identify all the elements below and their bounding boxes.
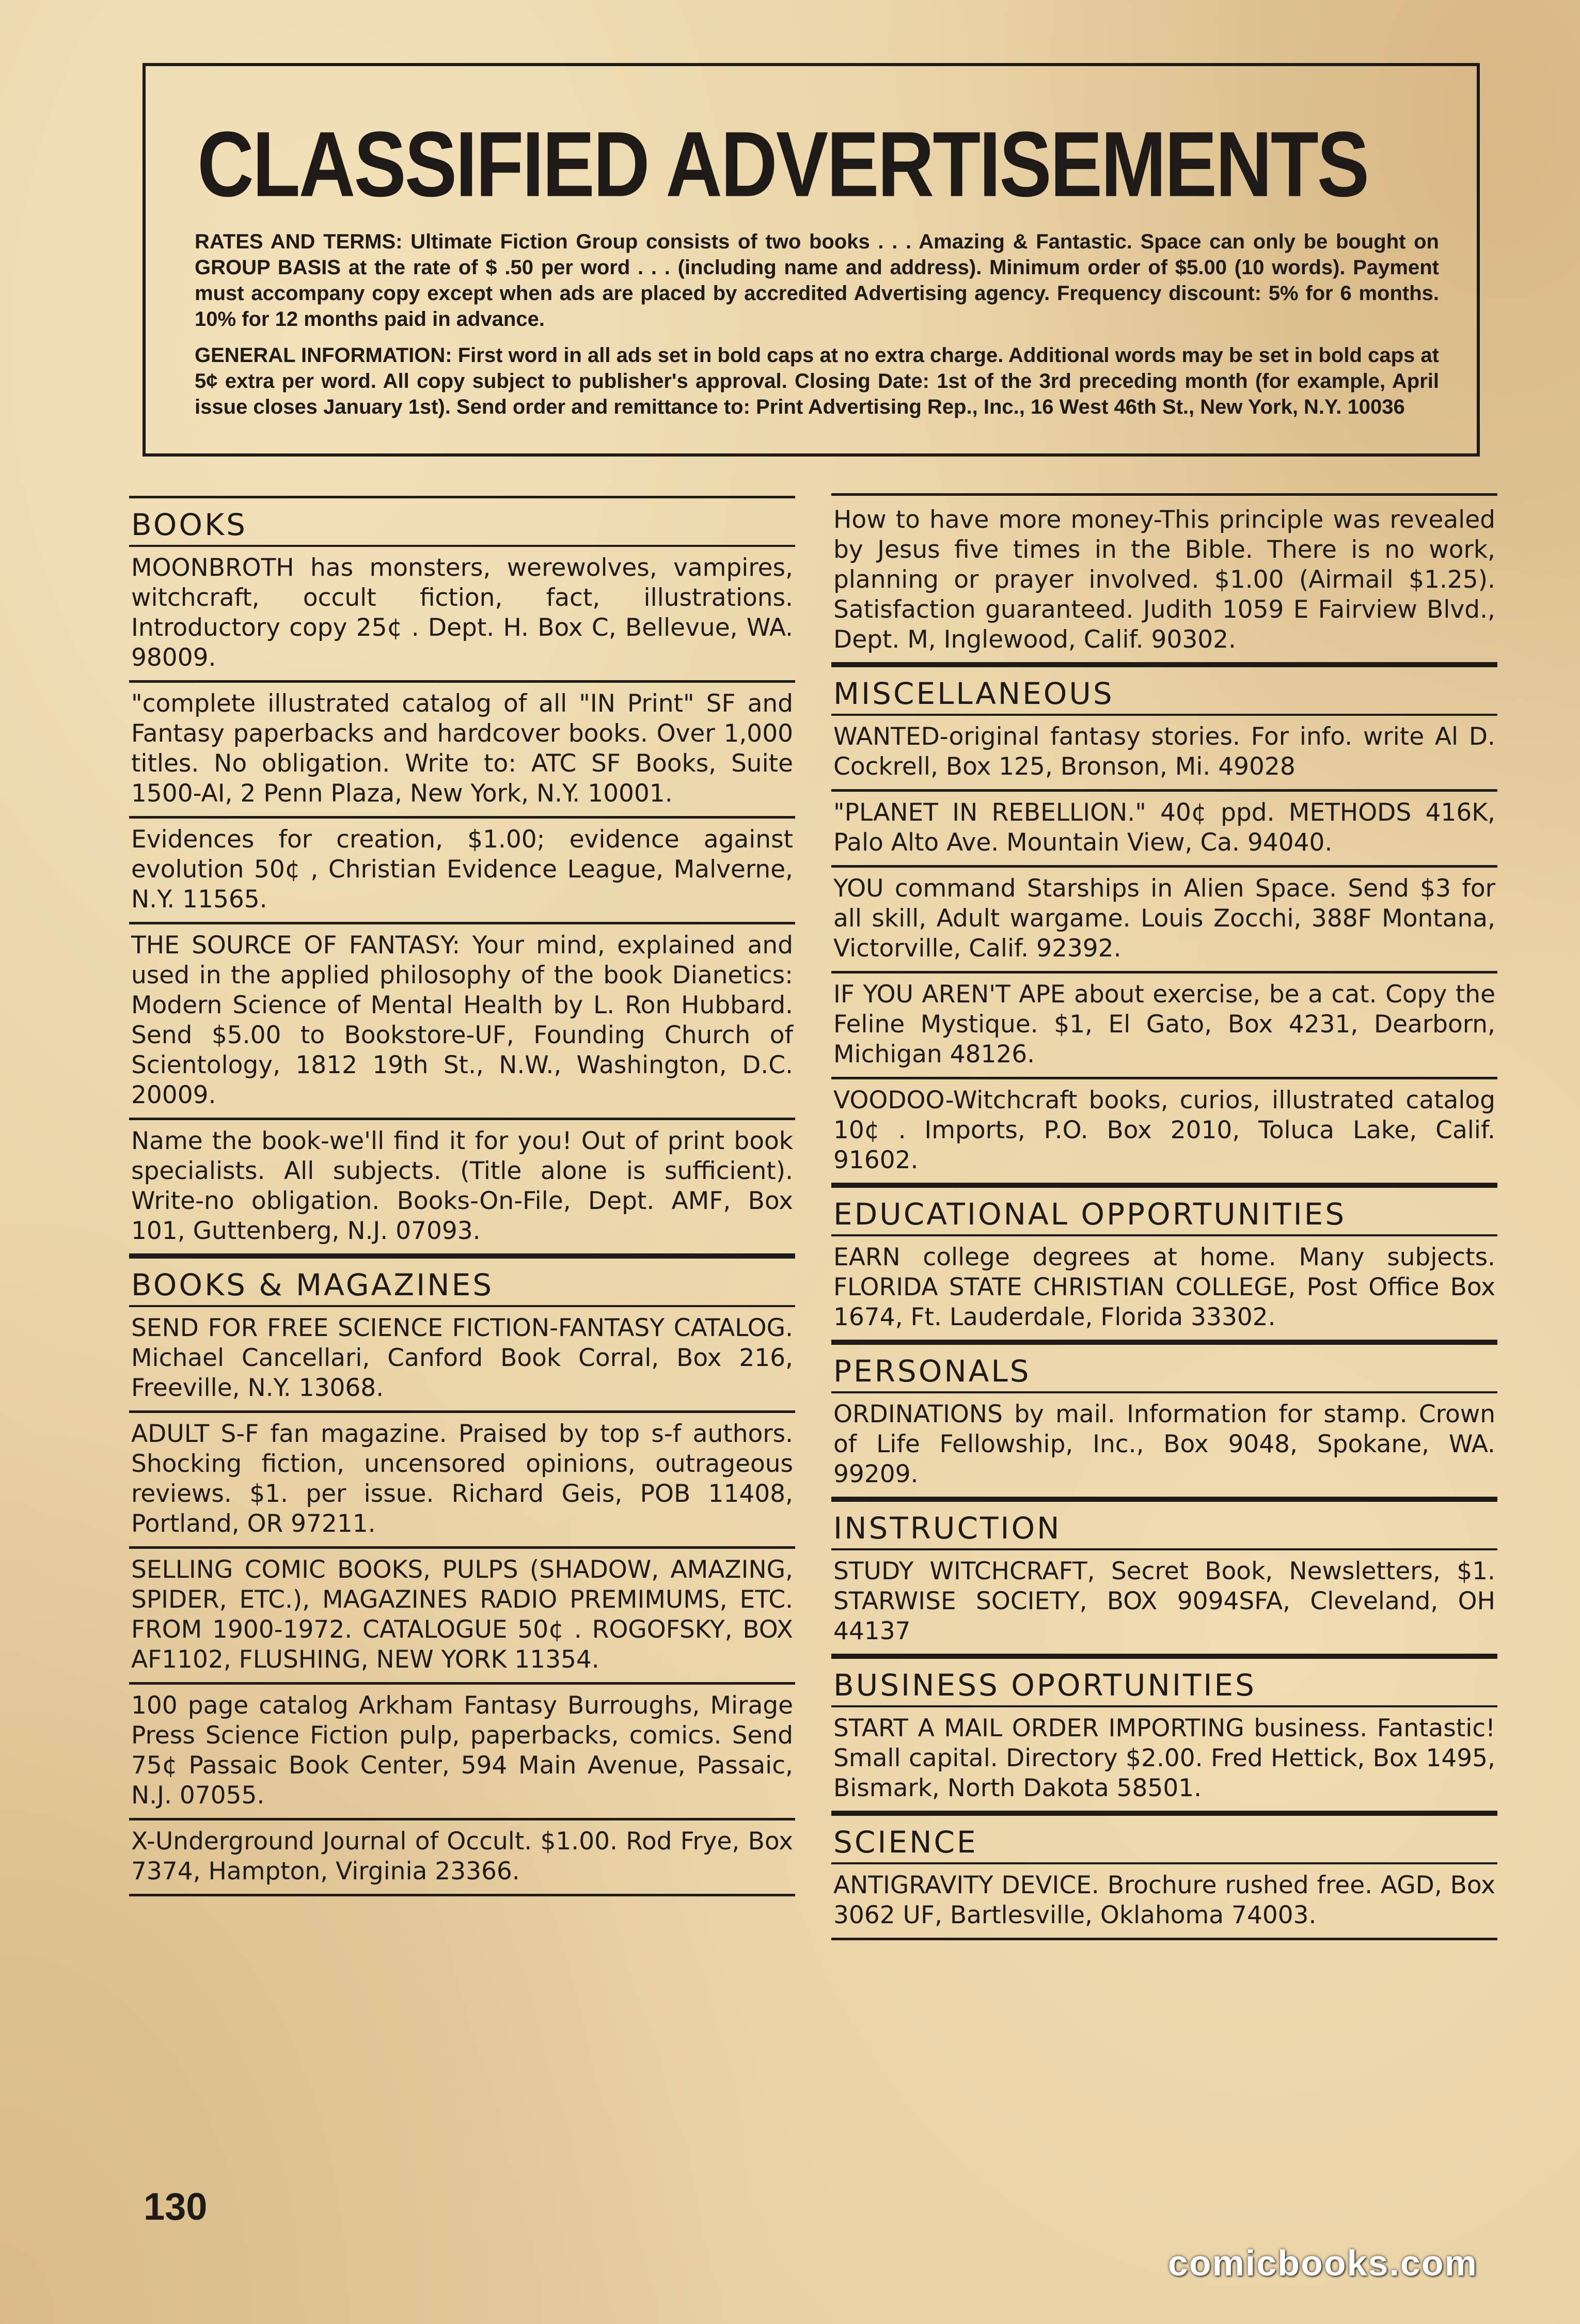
classified-ad: SELLING COMIC BOOKS, PULPS (SHADOW, AMAZING, SPIDER, ETC.), MAGAZINES RADIO PREMIMUMS, ETC. FROM 1900-1972. CATALOGUE 50¢ . ROGOFSKY, BOX AF1102, FLUSHING, NEW YORK 11354. [129,1549,795,1685]
rates-and-terms: RATES AND TERMS: Ultimate Fiction Group consists of two books . . . Amazing & Fantastic. Space can only be bought on GROUP BASIS at the rate of $ .50 per word . . . (including name and address). Minimum order of $5.00 (10 words). Payment must accompany copy except when ads are placed by accredited Advertising agency. Frequency discount: 5% for 6 months. 10% for 12 months paid in advance. [195,230,1439,331]
page-title: CLASSIFIED ADVERTISEMENTS [197,113,1368,216]
classified-ad: WANTED-original fantasy stories. For info. write Al D. Cockrell, Box 125, Bronson, Mi. 49028 [831,716,1497,792]
section-title: SCIENCE [831,1813,1497,1864]
classified-ad: ORDINATIONS by mail. Information for stamp. Crown of Life Fellowship, Inc., Box 9048, Spokane, WA. 99209. [831,1393,1497,1499]
section-title: PERSONALS [831,1342,1497,1393]
classified-ad: SEND FOR FREE SCIENCE FICTION-FANTASY CATALOG. Michael Cancellari, Canford Book Corral, Box 216, Freeville, N.Y. 13068. [129,1307,795,1413]
classified-ad: Evidences for creation, $1.00; evidence against evolution 50¢ , Christian Evidence League, Malverne, N.Y. 11565. [129,819,795,924]
classified-ad: How to have more money-This principle was revealed by Jesus five times in the Bible. There is no work, planning or prayer involved. $1.00 (Airmail $1.25). Satisfaction guaranteed. Judith 1059 E Fairview Blvd., Dept. M, Inglewood, Calif. 90302. [831,493,1497,665]
classified-ad: YOU command Starships in Alien Space. Send $3 for all skill, Adult wargame. Louis Zocchi, 388F Montana, Victorville, Calif. 92392. [831,868,1497,973]
page-number: 130 [144,2185,208,2228]
section-title: MISCELLANEOUS [831,665,1497,716]
classified-ad: 100 page catalog Arkham Fantasy Burroughs, Mirage Press Science Fiction pulp, paperbacks, comics. Send 75¢ Passaic Book Center, 594 Main Avenue, Passaic, N.J. 07055. [129,1685,795,1820]
classified-ad: ADULT S-F fan magazine. Praised by top s-f authors. Shocking fiction, uncensored opinions, outrageous reviews. $1. per issue. Richard Geis, POB 11408, Portland, OR 97211. [129,1413,795,1549]
classified-ad: IF YOU AREN'T APE about exercise, be a cat. Copy the Feline Mystique. $1, El Gato, Box 4231, Dearborn, Michigan 48126. [831,973,1497,1079]
classified-ad: X-Underground Journal of Occult. $1.00. Rod Frye, Box 7374, Hampton, Virginia 23366. [129,1820,795,1896]
section-title: BOOKS & MAGAZINES [129,1256,795,1307]
classified-ad: THE SOURCE OF FANTASY: Your mind, explained and used in the applied philosophy of the book Dianetics: Modern Science of Mental Health by L. Ron Hubbard. Send $5.00 to Bookstore-UF, Founding Church of Scientology, 1812 19th St., N.W., Washington, D.C. 20009. [129,924,795,1120]
classified-ad: Name the book-we'll find it for you! Out of print book specialists. All subjects. (Title alone is sufficient). Write-no obligation. Books-On-File, Dept. AMF, Box 101, Guttenberg, N.J. 07093. [129,1120,795,1256]
section-title: BUSINESS OPORTUNITIES [831,1656,1497,1707]
section-title: BOOKS [129,496,795,547]
rates-block [195,229,1439,430]
classified-ad: "complete illustrated catalog of all "IN Print" SF and Fantasy paperbacks and hardcover books. Over 1,000 titles. No obligation. Write to: ATC SF Books, Suite 1500-AI, 2 Penn Plaza, New York, N.Y. 10001. [129,683,795,819]
left-column [129,496,795,1896]
section-title: EDUCATIONAL OPPORTUNITIES [831,1185,1497,1236]
classified-ad: ANTIGRAVITY DEVICE. Brochure rushed free. AGD, Box 3062 UF, Bartlesville, Oklahoma 74003. [831,1864,1497,1940]
section-title: INSTRUCTION [831,1499,1497,1550]
classified-ad: "PLANET IN REBELLION." 40¢ ppd. METHODS 416K, Palo Alto Ave. Mountain View, Ca. 94040. [831,792,1497,868]
general-information: GENERAL INFORMATION: First word in all ads set in bold caps at no extra charge. Additional words may be set in bold caps at 5¢ extra per word. All copy subject to publisher's approval. Closing Date: 1st of the 3rd preceding month (for example, April issue closes January 1st). Send order and remittance to: Print Advertising Rep., Inc., 16 West 46th St., New York, N.Y. 10036 [195,344,1439,418]
classified-ad: VOODOO-Witchcraft books, curios, illustrated catalog 10¢ . Imports, P.O. Box 2010, Toluca Lake, Calif. 91602. [831,1079,1497,1185]
header-box [143,63,1480,457]
classified-ad: START A MAIL ORDER IMPORTING business. Fantastic! Small capital. Directory $2.00. Fred Hettick, Box 1495, Bismark, North Dakota 58501. [831,1707,1497,1813]
right-column [831,493,1497,1940]
watermark: comicbooks.com [1168,2243,1478,2283]
classified-ad: EARN college degrees at home. Many subjects. FLORIDA STATE CHRISTIAN COLLEGE, Post Office Box 1674, Ft. Lauderdale, Florida 33302. [831,1236,1497,1342]
classified-ad: MOONBROTH has monsters, werewolves, vampires, witchcraft, occult fiction, fact, illustrations. Introductory copy 25¢ . Dept. H. Box C, Bellevue, WA. 98009. [129,547,795,683]
classified-ad: STUDY WITCHCRAFT, Secret Book, Newsletters, $1. STARWISE SOCIETY, BOX 9094SFA, Cleveland, OH 44137 [831,1550,1497,1656]
